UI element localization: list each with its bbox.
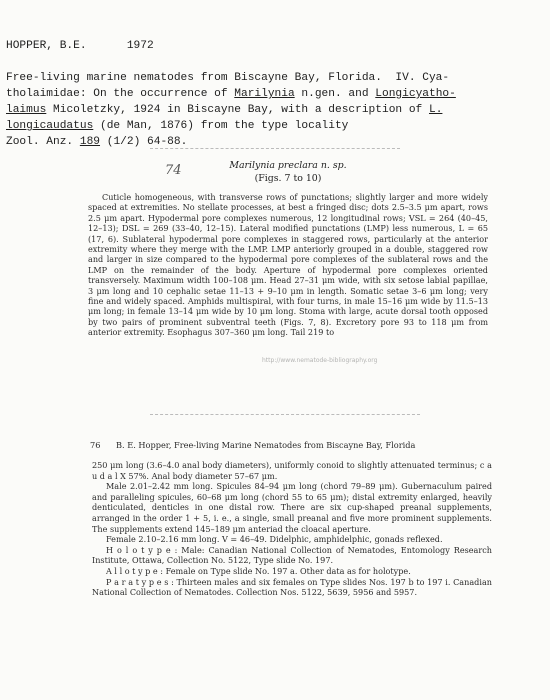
citation-line: Micoletzky, 1924 in Biscayne Bay, with a description of — [46, 104, 429, 116]
journal-volume: 189 — [79, 136, 101, 148]
author-year: HOPPER, B.E. 1972 — [6, 40, 154, 52]
holotype-label: H o l o t y p e : — [106, 544, 178, 555]
paratypes-label: P a r a t y p e s : — [106, 576, 174, 587]
tail-paragraph: 250 μm long (3.6–4.0 anal body diameters), uniformly conoid to slightly attenuated terminus; c a u d a l X 57%. Anal body diameter 57–67 μm. — [92, 460, 492, 481]
figure-reference: (Figs. 7 to 10) — [254, 173, 322, 184]
species-title: Marilynia preclara n. sp. — [229, 160, 347, 171]
genus-longicyatholaimus-cont: laimus — [6, 104, 47, 116]
holotype-paragraph — [92, 545, 492, 566]
watermark: http://www.nematode-bibliography.org — [262, 357, 378, 364]
divider — [150, 414, 420, 415]
citation-line: n.gen. and — [294, 88, 376, 100]
paratypes-paragraph — [92, 577, 492, 598]
divider — [150, 148, 400, 149]
paratypes-text: Thirteen males and six females on Type slides Nos. 197 b to 197 i. Canadian National Collection of Nematodes. Collection Nos. 5122, 5639, 5956 and 5957. — [92, 576, 492, 598]
citation-line: (de Man, 1876) from the type locality — [93, 120, 349, 132]
citation-line: tholaimidae: On the occurrence of — [6, 88, 235, 100]
allotype-paragraph — [92, 566, 492, 577]
holotype-text: Male: Canadian National Collection of Nematodes, Entomology Research Institute, Ottawa, Collection No. 5122, Type slide No. 197. — [92, 544, 492, 566]
journal-pages: (1/2) 64-88. — [100, 136, 188, 148]
genus-marilynia: Marilynia — [234, 88, 295, 100]
page-number: 76 — [90, 440, 101, 450]
citation-block — [6, 38, 542, 150]
scan-section-2 — [92, 440, 492, 598]
description-paragraph: Cuticle homogeneous, with transverse rows of punctations; slightly larger and more widely spaced at extremities. No stellate processes, at best a fringed disc; dots 2.5–3.5 μm apart, rows 2.5 μm apart. Hypodermal pore complexes numerous, 12 longitudinal rows; VSL = 264 (40–45, 12–13); DSL = 269 (33–40, 12–15). Lateral modified punctations (LMP) less numerous, L = 65 (17, 6). Sublateral hypodermal pore complexes in staggered rows, particularly at the anterior extremity where they merge with the LMP. LMP anteriorly grouped in a double, staggered row and larger in size compared to the hypodermal pore complexes of the sublateral rows and the LMP on the remainder of the body. Aperture of hypodermal pore complexes oriented transversely. Maximum width 100–108 μm. Head 27–31 μm wide, with six setose labial papillae, 3 μm long and 10 cephalic setae 11–13 + 9–10 μm in length. Somatic setae 3–6 μm long; very fine and widely spaced. Amphids multispiral, with four turns, in male 15–16 μm wide by 11.5–13 μm long; in female 13–14 μm wide by 10 μm long. Stoma with large, acute dorsal tooth opposed by two pairs of prominent subventral teeth (Figs. 7, 8). Excretory pore 93 to 118 μm from anterior extremity. Esophagus 307–360 μm long. Tail 219 to — [88, 192, 488, 338]
journal-name: Zool. Anz. — [6, 136, 80, 148]
handwritten-page-number: 74 — [165, 163, 182, 178]
allotype-text: Female on Type slide No. 197 a. Other data as for holotype. — [163, 565, 411, 576]
female-paragraph: Female 2.10–2.16 mm long. V = 46–49. Didelphic, amphidelphic, gonads reflexed. — [106, 534, 443, 545]
running-head — [90, 440, 492, 450]
scan-section-1 — [88, 160, 488, 338]
genus-abbrev: L. — [428, 104, 443, 116]
allotype-label: A l l o t y p e : — [106, 565, 164, 576]
citation-line: Free-living marine nematodes from Biscayne Bay, Florida. IV. Cya- — [6, 72, 450, 84]
species-longicaudatus: longicaudatus — [6, 120, 94, 132]
male-paragraph: Male 2.01–2.42 mm long. Spicules 84–94 μm long (chord 79–89 μm). Gubernaculum paired and paralleling spicules, 60–68 μm long (chord 55 to 65 μm); distal extremity enlarged, heavily denticulated, denticles in one distal row. There are six cup-shaped preanal supplements, arranged in the order 1 + 5, i. e., a single, small preanal and five more prominent supplements. The supplements extend 145–189 μm anteriad the cloacal aperture. — [92, 481, 492, 534]
running-head-text: B. E. Hopper, Free-living Marine Nematodes from Biscayne Bay, Florida — [116, 440, 416, 450]
genus-longicyatholaimus: Longicyatho- — [375, 88, 456, 100]
